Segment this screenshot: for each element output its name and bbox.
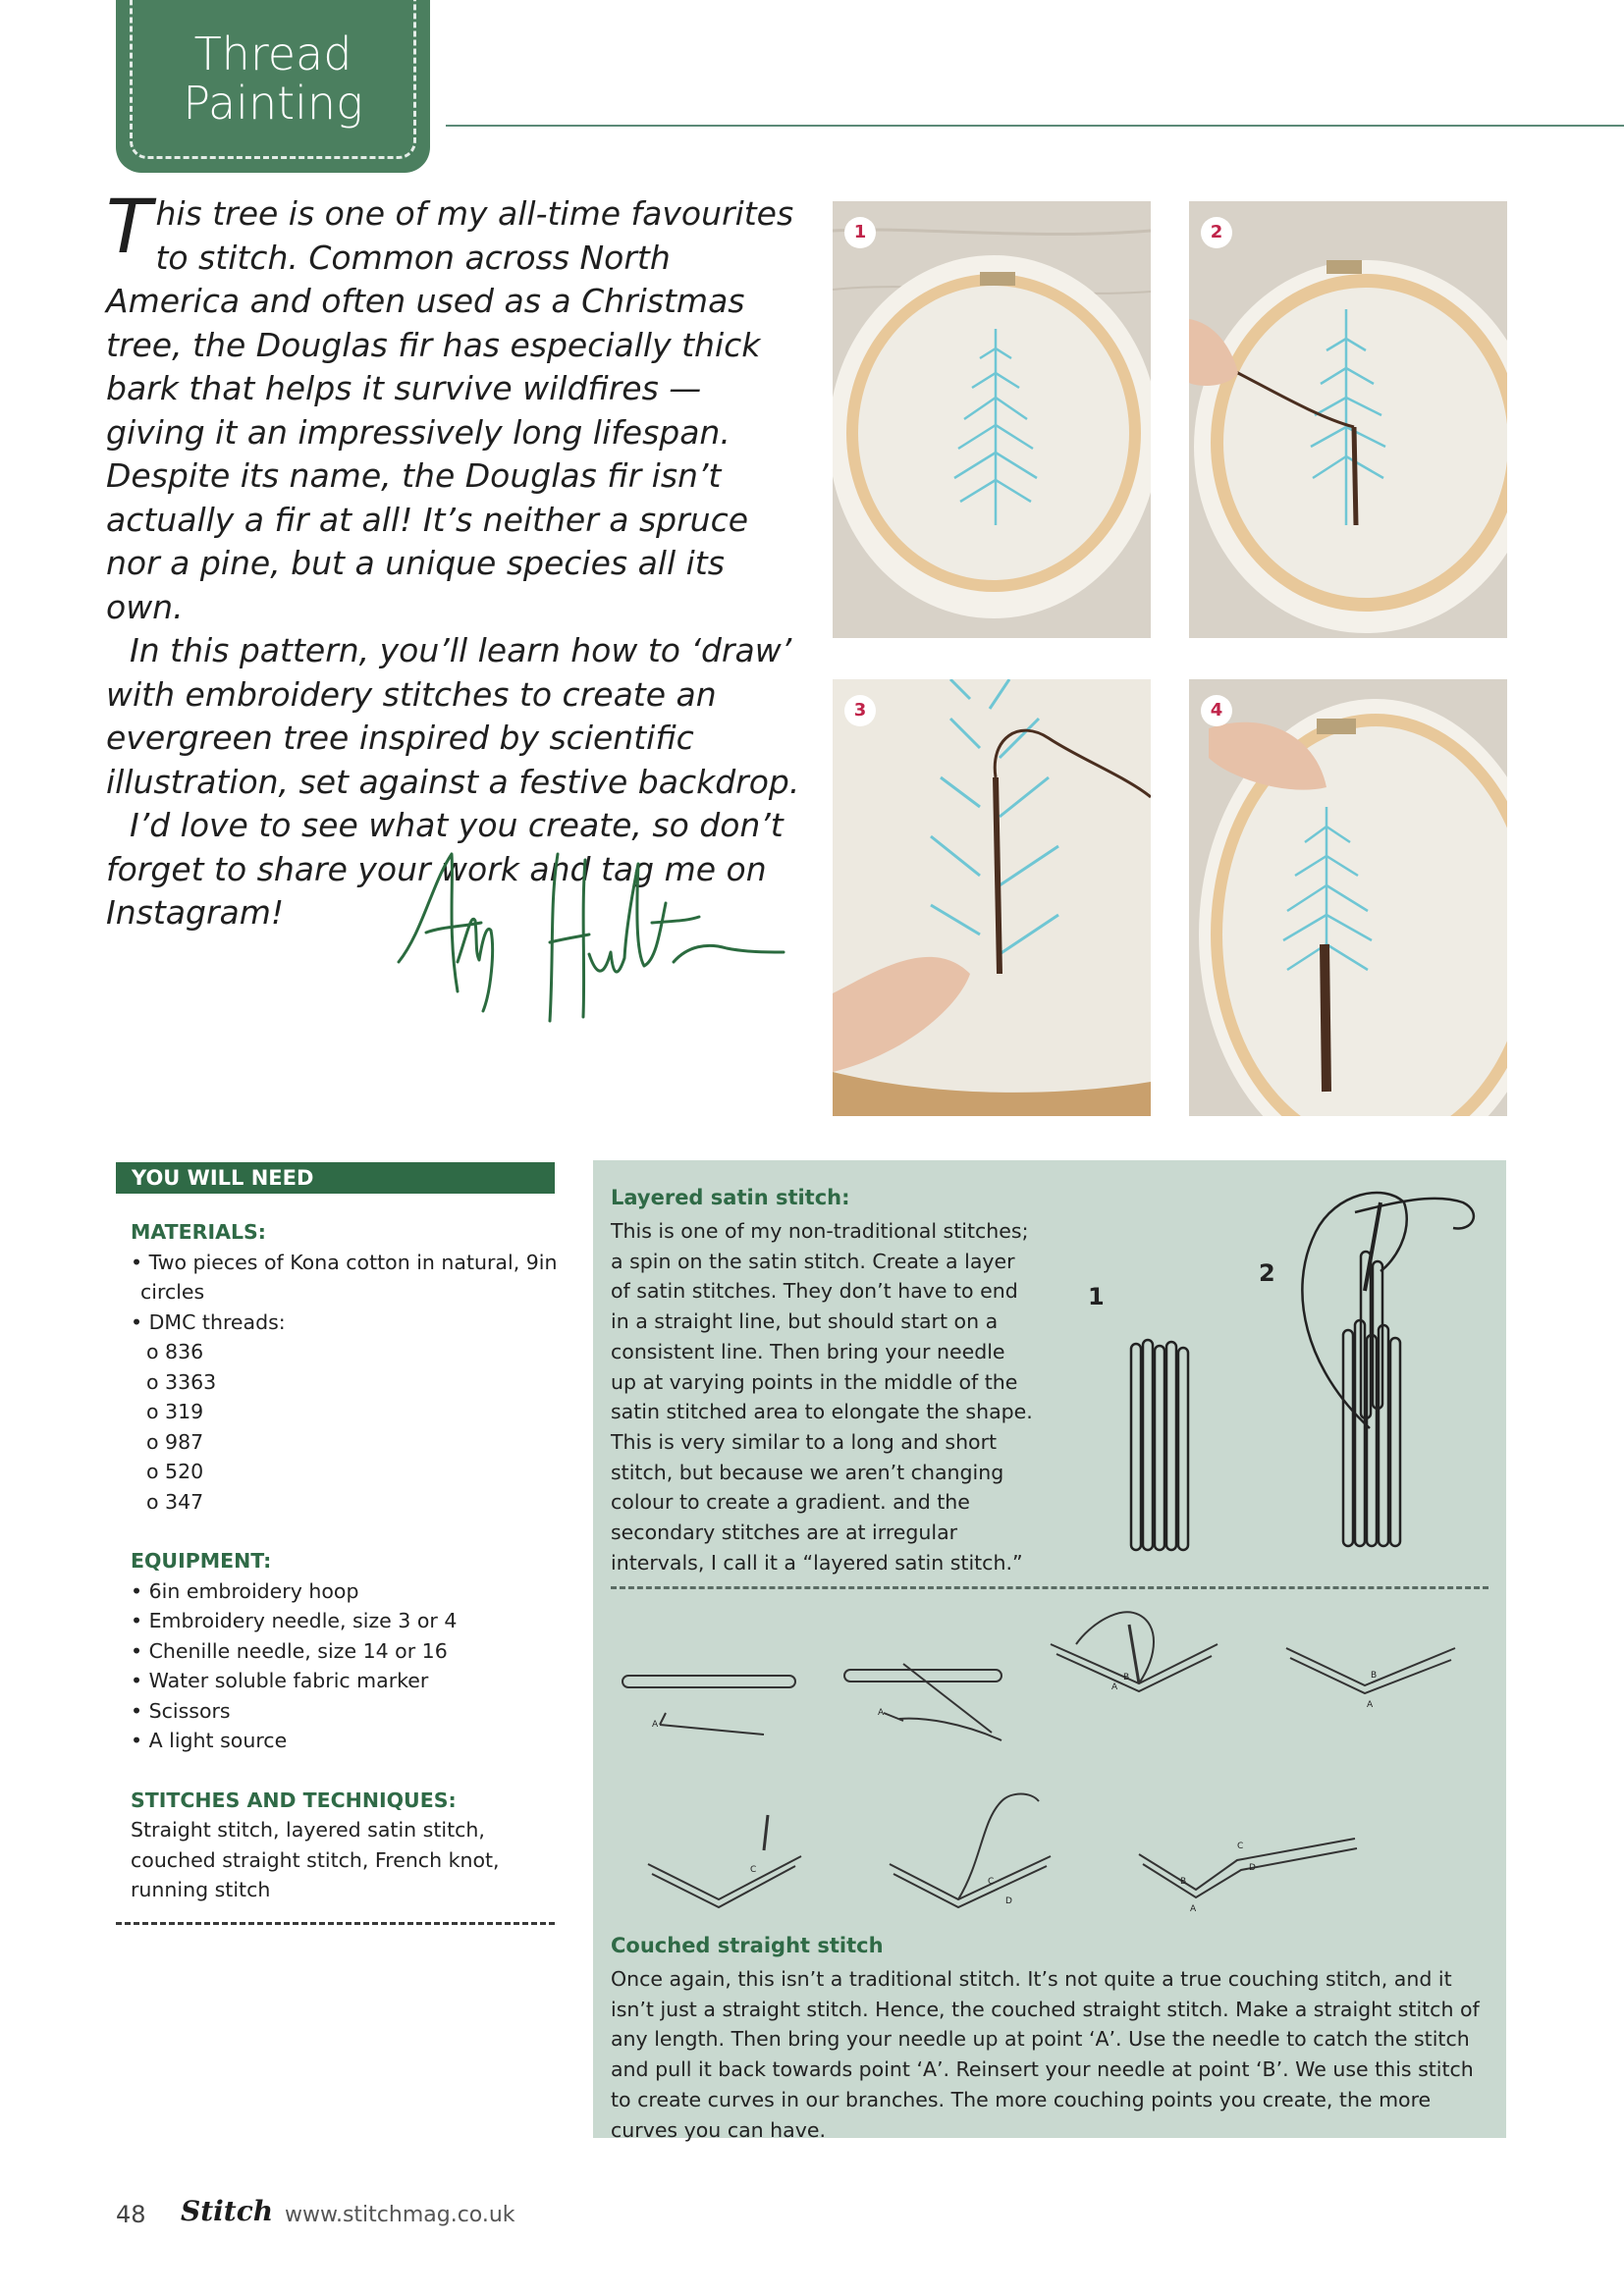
intro-paragraph-2: In this pattern, you’ll learn how to ‘draw’ with embroidery stitches to create an evergreen tree inspired by scientific illustration, set against a festive backdrop. <box>106 631 800 801</box>
step-badge-2: 2 <box>1201 217 1232 248</box>
you-will-need-header: YOU WILL NEED <box>116 1162 555 1194</box>
section-tab <box>116 0 430 173</box>
thread-item: o 520 <box>146 1460 204 1483</box>
equipment-item: • Scissors <box>131 1698 231 1723</box>
thread-item: o 987 <box>146 1429 204 1454</box>
equipment-item: • Chenille needle, size 14 or 16 <box>131 1638 448 1663</box>
step-badge-1: 1 <box>844 217 876 248</box>
equipment-heading: EQUIPMENT: <box>131 1549 272 1573</box>
thread-item: o 347 <box>146 1489 204 1514</box>
magazine-url[interactable]: www.stitchmag.co.uk <box>285 2203 515 2227</box>
intro-paragraph-1 <box>106 183 805 629</box>
step-badge-4: 4 <box>1201 695 1232 726</box>
point-b-label: B <box>1123 1673 1130 1682</box>
signature <box>393 844 785 1041</box>
thread-item: o 3363 <box>146 1369 217 1394</box>
couched-straight-heading: Couched straight stitch <box>611 1934 884 1957</box>
section-title-line1: Thread <box>193 27 352 80</box>
layered-satin-heading: Layered satin stitch: <box>611 1186 850 1209</box>
materials-heading: MATERIALS: <box>131 1220 266 1244</box>
magazine-logo: Stitch <box>181 2195 274 2227</box>
equipment-item: • Embroidery needle, size 3 or 4 <box>131 1609 458 1632</box>
equipment-item: • 6in embroidery hoop <box>131 1578 359 1603</box>
point-b-label: B <box>1371 1671 1378 1681</box>
point-a-label: A <box>1111 1682 1118 1692</box>
step-photo-4 <box>1189 679 1507 1116</box>
point-b-label: B <box>1180 1877 1187 1887</box>
point-d-label: D <box>1005 1896 1012 1906</box>
needs-dashed-rule <box>116 1922 555 1925</box>
panel-dashed-rule <box>611 1586 1489 1589</box>
stitches-heading: STITCHES AND TECHNIQUES: <box>131 1788 457 1812</box>
material-item: • Two pieces of Kona cotton in natural, 9in circles <box>131 1250 558 1304</box>
diagram-label-2: 2 <box>1259 1259 1275 1287</box>
point-d-label: D <box>1249 1863 1256 1873</box>
hoop-photo-1-image <box>833 201 1151 638</box>
layered-satin-text: This is one of my non-traditional stitches; a spin on the satin stitch. Create a layer of satin stitches. They don’t have to end in a straight line, but should start on a consistent line. Then bring your needle up at varying points in the middle of the satin stitched area to elongate the shape. This is very similar to a long and short stitch, but because we aren’t changing colour to create a gradient. and the secondary stitches are at irregular intervals, I call it a “layered satin stitch.” <box>611 1219 1033 1575</box>
step-photo-3 <box>833 679 1151 1116</box>
step-badge-3: 3 <box>844 695 876 726</box>
stitches-list: Straight stitch, layered satin stitch, couched straight stitch, French knot, running stitch <box>131 1818 500 1901</box>
page-number: 48 <box>116 2201 146 2228</box>
header-rule <box>446 125 1624 127</box>
point-c-label: C <box>988 1877 995 1887</box>
step-photo-2 <box>1189 201 1507 638</box>
equipment-item: • A light source <box>131 1729 288 1752</box>
point-a-label: A <box>652 1720 659 1730</box>
section-title <box>116 29 430 128</box>
couched-straight-text: Once again, this isn’t a traditional stitch. It’s not quite a true couching stitch, and it isn’t just a straight stitch. Hence, the couched straight stitch. Make a straight stitch of any length. Then bring your needle up at point ‘A’. Use the needle to catch the stitch and pull it back towards point ‘A’. Reinsert your needle at point ‘B’. We use this stitch to create curves in our branches. The more couching points you create, the more curves you can have. <box>611 1967 1480 2142</box>
step-photo-1 <box>833 201 1151 638</box>
point-a-label: A <box>878 1708 885 1718</box>
hoop-photo-3-image <box>833 679 1151 1116</box>
thread-item: o 319 <box>146 1400 204 1423</box>
hoop-photo-4-image <box>1189 679 1507 1116</box>
point-c-label: C <box>750 1865 757 1875</box>
drop-cap: T <box>106 183 152 270</box>
point-a-label: A <box>1190 1904 1197 1914</box>
section-title-line2: Painting <box>183 77 363 130</box>
material-item: • DMC threads: <box>131 1309 286 1334</box>
you-will-need-list <box>131 1217 563 1905</box>
couched-stitch-diagram <box>609 1605 1492 1919</box>
layered-satin-diagram <box>1070 1173 1483 1575</box>
thread-item: o 836 <box>146 1340 204 1363</box>
intro-p1-text: his tree is one of my all-time favourites to stitch. Common across North America and often used as a Christmas tree, the Douglas fir has especially thick bark that helps it survive wildfires — giving it an impressively long lifespan. Despite its name, the Douglas fir isn’t actually a fir at all! It’s neither a spruce nor a pine, but a unique species all its own. <box>106 194 794 626</box>
diagram-label-1: 1 <box>1088 1283 1105 1310</box>
intro-paragraph-3: I’d love to see what you create, so don’t forget to share your work and tag me on Instagram! <box>106 806 784 932</box>
equipment-item: • Water soluble fabric marker <box>131 1669 429 1692</box>
point-a-label: A <box>1367 1700 1374 1710</box>
hoop-photo-2-image <box>1189 201 1507 638</box>
point-c-label: C <box>1237 1842 1244 1851</box>
intro-text <box>106 183 805 935</box>
